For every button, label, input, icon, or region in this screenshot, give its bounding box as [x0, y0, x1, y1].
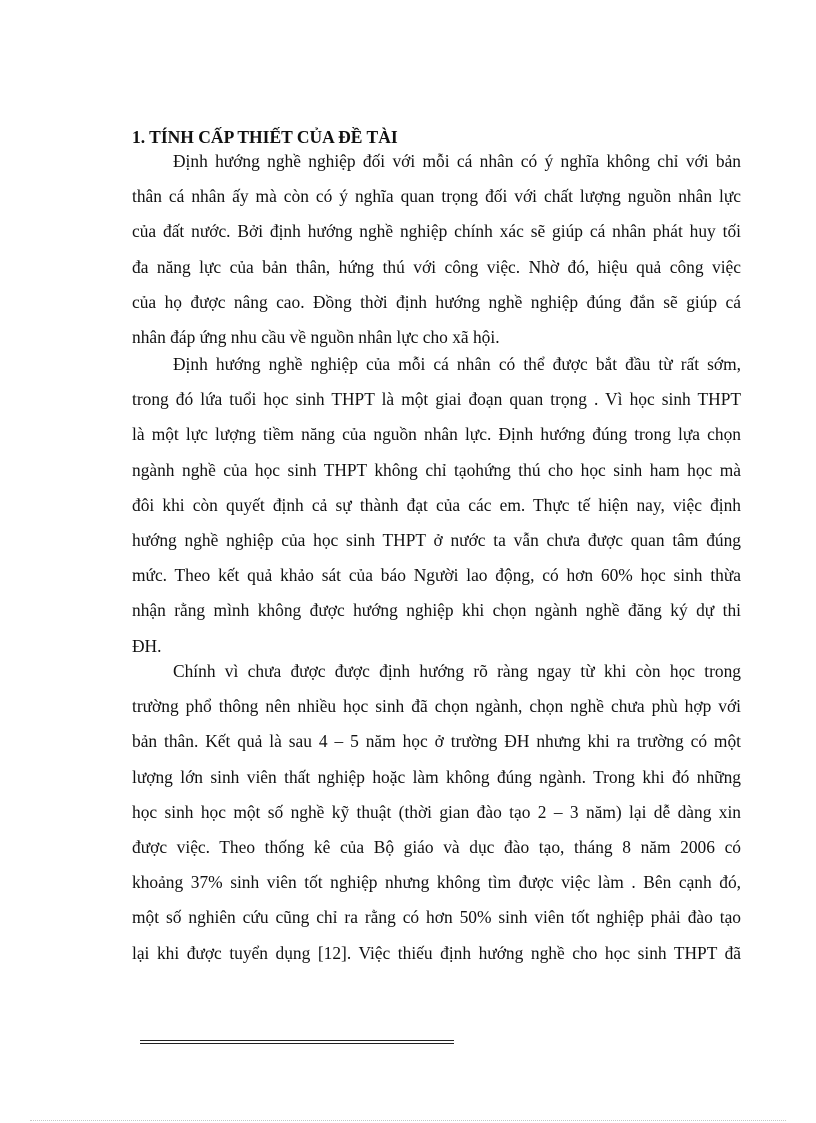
paragraph-line: trường phổ thông nên nhiều học sinh đã chọn ngành, chọn nghề chưa phù hợp với [132, 696, 741, 717]
paragraph-line: hướng nghề nghiệp của học sinh THPT ở nước ta vẫn chưa được quan tâm đúng [132, 529, 741, 550]
paragraph-line: đôi khi còn quyết định cả sự thành đạt của các em. Thực tế hiện nay, việc định [132, 494, 741, 515]
paragraph-line: lại khi được tuyển dụng [12]. Việc thiếu định hướng nghề cho học sinh THPT đã [132, 942, 741, 963]
paragraph-line: thân cá nhân ấy mà còn có ý nghĩa quan trọng đối với chất lượng nguồn nhân lực [132, 186, 741, 207]
paragraph-line: của đất nước. Bởi định hướng nghề nghiệp chính xác sẽ giúp cá nhân phát huy tối [132, 221, 741, 242]
paragraph-line: Định hướng nghề nghiệp đối với mỗi cá nhân có ý nghĩa không chỉ với bản [173, 151, 741, 171]
section-heading: 1. TÍNH CẤP THIẾT CỦA ĐỀ TÀI [132, 127, 398, 147]
paragraph-line: được việc. Theo thống kê của Bộ giáo và dục đào tạo, tháng 8 năm 2006 có [132, 836, 741, 857]
paragraph-1 [132, 144, 741, 355]
paragraph-line: lượng lớn sinh viên thất nghiệp hoặc làm không đúng ngành. Trong khi đó những [132, 766, 741, 787]
paragraph-line: là một lực lượng tiềm năng của nguồn nhân lực. Định hướng đúng trong lựa chọn [132, 424, 741, 445]
paragraph-3 [132, 654, 741, 971]
paragraph-line: bản thân. Kết quả là sau 4 – 5 năm học ở trường ĐH nhưng khi ra trường có một [132, 731, 741, 752]
paragraph-line: học sinh học một số nghề kỹ thuật (thời gian đào tạo 2 – 3 năm) lại dễ dàng xin [132, 801, 741, 822]
paragraph-line: trong đó lứa tuổi học sinh THPT là một giai đoạn quan trọng . Vì học sinh THPT [132, 389, 741, 410]
paragraph-line: nhận rằng mình không được hướng nghiệp khi chọn ngành nghề đăng ký dự thi [132, 600, 741, 621]
paragraph-line: ngành nghề của học sinh THPT không chỉ tạohứng thú cho học sinh ham học mà [132, 459, 741, 480]
paragraph-line: Chính vì chưa được được định hướng rõ ràng ngay từ khi còn học trong [173, 661, 741, 681]
paragraph-line: đa năng lực của bản thân, hứng thú với công việc. Nhờ đó, hiệu quả công việc [132, 256, 741, 277]
paragraph-line: mức. Theo kết quả khảo sát của báo Người lao động, có hơn 60% học sinh thừa [132, 565, 741, 586]
paragraph-line: ĐH. [132, 635, 162, 656]
footnote-separator [140, 1040, 454, 1044]
page-bottom-border [30, 1120, 786, 1121]
paragraph-line: của họ được nâng cao. Đồng thời định hướng nghề nghiệp đúng đắn sẽ giúp cá [132, 291, 741, 312]
paragraph-2 [132, 347, 741, 664]
paragraph-line: một số nghiên cứu cũng chỉ ra rằng có hơn 50% sinh viên tốt nghiệp phải đào tạo [132, 907, 741, 928]
paragraph-line: Định hướng nghề nghiệp của mỗi cá nhân có thể được bắt đầu từ rất sớm, [173, 354, 741, 374]
paragraph-line: khoảng 37% sinh viên tốt nghiệp nhưng không tìm được việc làm . Bên cạnh đó, [132, 872, 741, 893]
paragraph-line: nhân đáp ứng nhu cầu về nguồn nhân lực cho xã hội. [132, 326, 500, 347]
